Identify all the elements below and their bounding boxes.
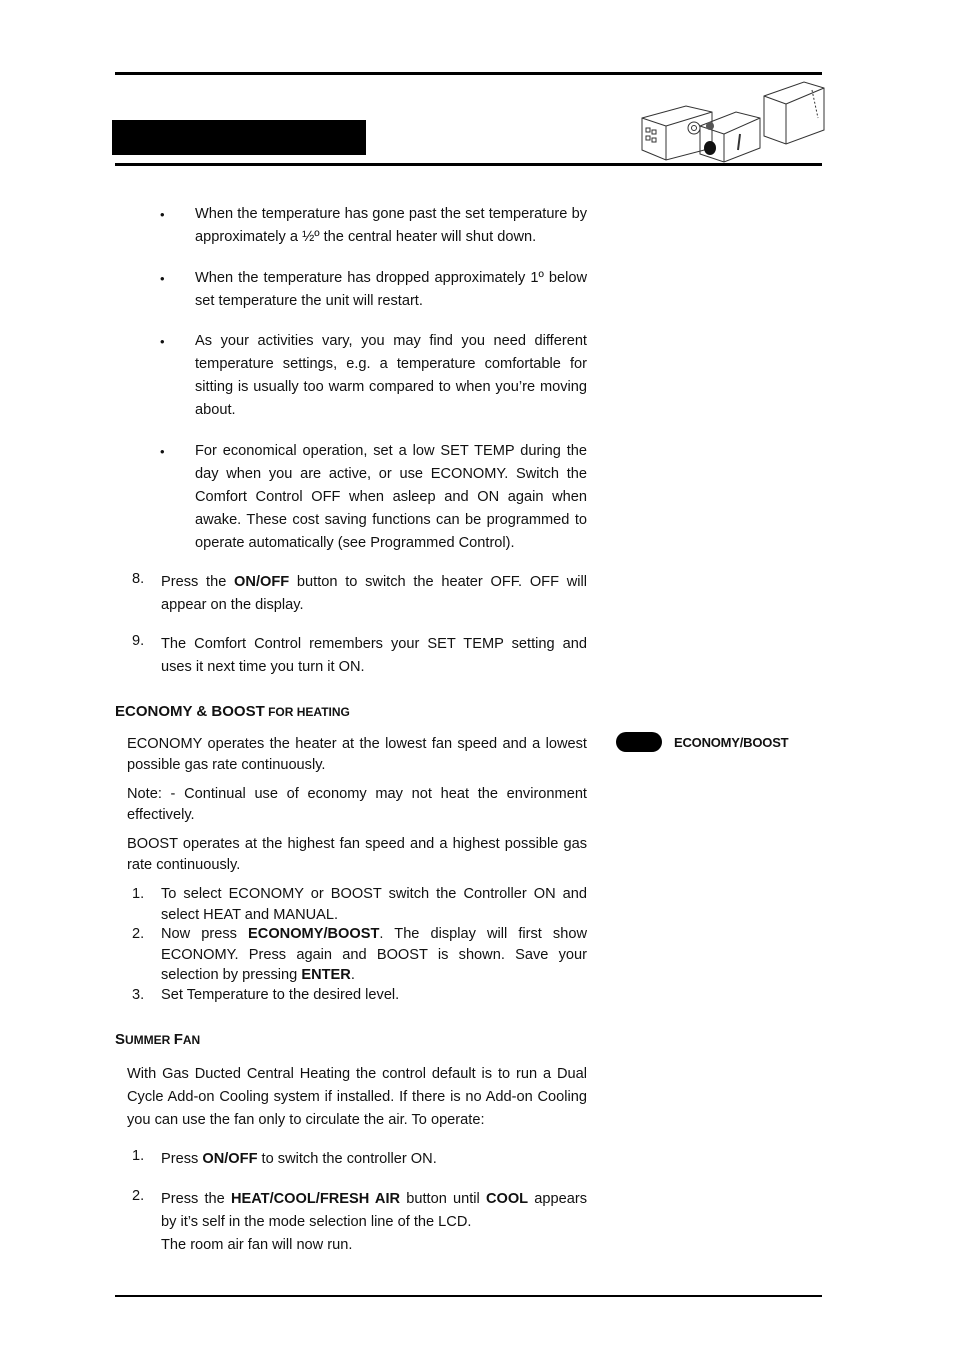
summer-fan-intro: With Gas Ducted Central Heating the control default is to run a Dual Cycle Add-on Cooling system if installed. If there is no Add-on Cooling you can use the fan only to circulate the air. To operate: (127, 1066, 587, 1128)
step-8-text: Press the ON/OFF button to switch the heater OFF. OFF will appear on the display. (161, 574, 587, 613)
economy-note: Note: - Continual use of economy may not heat the environment effectively. (127, 786, 587, 823)
bullet-text: When the temperature has dropped approximately 1º below set temperature the unit will restart. (195, 270, 587, 309)
economy-step-1: To select ECONOMY or BOOST switch the Controller ON and select HEAT and MANUAL. (161, 886, 587, 923)
bullet-symbol: • (160, 271, 165, 286)
economy-boost-button-label: ECONOMY/BOOST (674, 734, 789, 750)
economy-boost-heading: ECONOMY & BOOST FOR HEATING (115, 703, 350, 720)
footer-rule (115, 1295, 822, 1297)
bullet-symbol: • (160, 334, 165, 349)
step-number: 1. (132, 1148, 145, 1164)
economy-paragraph: ECONOMY operates the heater at the lowest fan speed and a lowest possible gas rate continuously. (127, 736, 587, 773)
step-number: 2. (132, 1188, 145, 1204)
step-9-text: The Comfort Control remembers your SET TEMP setting and uses it next time you turn it ON. (161, 636, 587, 675)
bullet-text: For economical operation, set a low SET TEMP during the day when you are active, or use ECONOMY. Switch the Comfort Control OFF when asleep and ON again when awake. These cost saving functions can be programmed to operate automatically (see Programmed Control). (195, 443, 587, 551)
bullet-text: As your activities vary, you may find you need different temperature settings, e.g. a temperature comfortable for sitting is usually too warm compared to when you’re moving about. (195, 333, 587, 418)
economy-step-2: Now press ECONOMY/BOOST. The display will first show ECONOMY. Press again and BOOST is shown. Save your selection by pressing ENTER. (161, 926, 587, 983)
bullet-text: When the temperature has gone past the set temperature by approximately a ½º the central heater will shut down. (195, 206, 587, 245)
pill-button-icon (616, 732, 662, 752)
summer-step-1: Press ON/OFF to switch the controller ON. (161, 1151, 437, 1167)
bullet-symbol: • (160, 444, 165, 459)
section-title-bar (112, 120, 366, 155)
boost-paragraph: BOOST operates at the highest fan speed and a highest possible gas rate continuously. (127, 836, 587, 873)
summer-fan-heading: SUMMER FAN (115, 1031, 201, 1048)
comfort-control-units-illustration (636, 78, 826, 164)
bullet-symbol: • (160, 207, 165, 222)
step-number: 3. (132, 987, 145, 1003)
step-number: 2. (132, 926, 145, 942)
step-number: 1. (132, 886, 145, 902)
step-number: 9. (132, 633, 145, 649)
header-top-rule (115, 72, 822, 75)
summer-step-2-result: The room air fan will now run. (161, 1237, 353, 1253)
step-number: 8. (132, 571, 145, 587)
economy-step-3: Set Temperature to the desired level. (161, 987, 400, 1003)
summer-step-2: Press the HEAT/COOL/FRESH AIR button until COOL appears by it’s self in the mode selection line of the LCD. (161, 1191, 588, 1230)
economy-boost-button-illustration (616, 732, 788, 752)
